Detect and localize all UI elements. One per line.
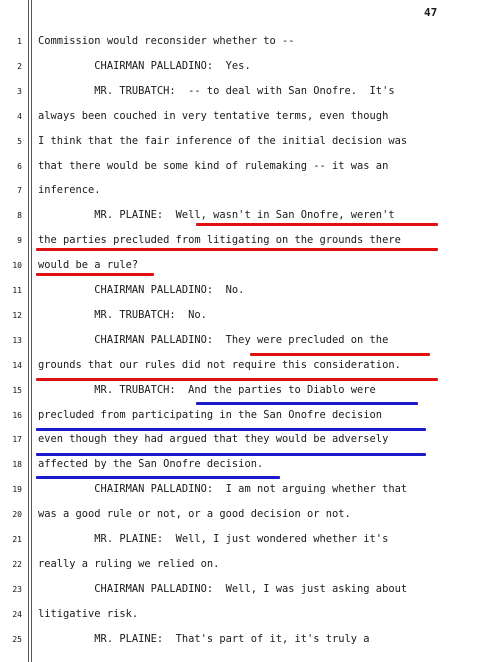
transcript-line: even though they had argued that they would be adversely: [38, 433, 389, 446]
transcript-line: CHAIRMAN PALLADINO: Yes.: [38, 59, 251, 72]
line-number: 20: [12, 510, 22, 520]
transcript-line: CHAIRMAN PALLADINO: I am not arguing whether that: [38, 483, 408, 496]
page-number: 47: [424, 6, 438, 19]
line-number: 6: [17, 161, 22, 171]
transcript-line: MR. PLAINE: That's part of it, it's truly a: [38, 632, 370, 645]
transcript-line: grounds that our rules did not require this consideration.: [38, 358, 401, 371]
line-number: 1: [17, 37, 22, 46]
transcript-line: CHAIRMAN PALLADINO: They were precluded on the: [38, 333, 389, 346]
underline-blue: [36, 453, 426, 456]
transcript-line: CHAIRMAN PALLADINO: No.: [38, 284, 245, 296]
transcript-line: precluded from participating in the San Onofre decision: [38, 408, 383, 421]
transcript-line: I think that the fair inference of the initial decision was: [38, 134, 408, 147]
underline-red: [36, 273, 154, 276]
transcript-line: Commission would reconsider whether to --: [38, 35, 295, 47]
line-number: 4: [17, 111, 22, 121]
line-number: 21: [12, 535, 22, 544]
line-number: 22: [12, 559, 22, 569]
line-number: 17: [12, 435, 22, 445]
line-number: 7: [17, 186, 22, 196]
transcript-line: MR. PLAINE: Well, wasn't in San Onofre, weren't: [38, 209, 395, 222]
transcript-line: would be a rule?: [38, 259, 139, 272]
transcript-line: MR. TRUBATCH: -- to deal with San Onofre. It's: [38, 84, 395, 97]
line-number: 16: [12, 410, 22, 420]
line-number: 13: [12, 335, 22, 345]
line-number: 2: [17, 61, 22, 71]
transcript-line: MR. TRUBATCH: And the parties to Diablo were: [38, 383, 376, 396]
line-number: 23: [12, 584, 22, 594]
underline-red: [250, 353, 430, 356]
line-number: 10: [12, 261, 22, 271]
transcript-line: litigative risk.: [38, 607, 139, 620]
line-number: 18: [12, 460, 22, 470]
underline-red: [196, 223, 438, 226]
transcript-line: CHAIRMAN PALLADINO: Well, I was just asking about: [38, 582, 408, 595]
transcript-line: inference.: [38, 184, 101, 197]
line-number: 3: [17, 86, 22, 96]
underline-red: [36, 248, 438, 251]
margin-rule-left: [28, 0, 29, 662]
transcript-line: MR. TRUBATCH: No.: [38, 308, 207, 321]
line-number: 12: [12, 310, 22, 320]
underline-blue: [196, 402, 418, 405]
line-number: 8: [17, 211, 22, 221]
line-number: 11: [12, 286, 22, 295]
underline-blue: [36, 428, 426, 431]
underline-blue: [36, 476, 280, 479]
transcript-line: was a good rule or not, or a good decision or not.: [38, 508, 351, 521]
transcript-line: that there would be some kind of rulemaking -- it was an: [38, 159, 389, 172]
line-number: 15: [12, 385, 22, 395]
line-number: 25: [12, 634, 22, 644]
margin-rule-right: [31, 0, 32, 662]
transcript-line: the parties precluded from litigating on the grounds there: [38, 234, 401, 247]
underline-red: [36, 378, 438, 381]
transcript-line: always been couched in very tentative terms, even though: [38, 109, 389, 122]
transcript-line: affected by the San Onofre decision.: [38, 458, 264, 471]
line-number: 9: [17, 236, 22, 246]
line-number: 19: [12, 485, 22, 495]
line-number: 14: [12, 360, 22, 370]
line-number: 24: [12, 609, 22, 619]
transcript-line: really a ruling we relied on.: [38, 557, 220, 570]
line-number: 5: [17, 136, 22, 146]
transcript-line: MR. PLAINE: Well, I just wondered whether it's: [38, 533, 389, 545]
